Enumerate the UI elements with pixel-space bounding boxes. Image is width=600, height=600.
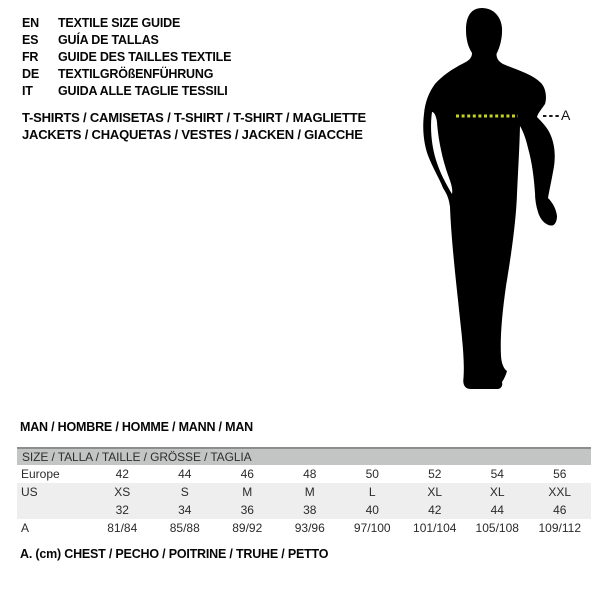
table-cell: 85/88: [169, 521, 200, 535]
size-table: [17, 447, 591, 537]
table-cell: 32: [115, 503, 129, 517]
man-silhouette: [423, 8, 557, 389]
table-row-us: [17, 483, 591, 501]
table-cell: 46: [240, 467, 254, 481]
table-cell: 101/104: [413, 521, 457, 535]
table-cell: L: [368, 485, 376, 499]
garment-categories: [22, 110, 366, 143]
table-cell: XXL: [548, 485, 572, 499]
table-cell: S: [180, 485, 189, 499]
table-cell: 46: [553, 503, 567, 517]
row-label: Europe: [21, 467, 60, 481]
table-cell: 93/96: [294, 521, 325, 535]
language-row: [22, 32, 231, 49]
category-line-tshirts: T-SHIRTS / CAMISETAS / T-SHIRT / T-SHIRT / MAGLIETTE: [22, 110, 366, 125]
table-cell: 89/92: [232, 521, 263, 535]
table-cell: 44: [178, 467, 192, 481]
table-row-us-numeric: [17, 501, 591, 519]
table-cell: XL: [489, 485, 505, 499]
table-cell: M: [242, 485, 253, 499]
table-cell: XS: [114, 485, 131, 499]
row-label: A: [21, 521, 30, 535]
language-title: GUIDA ALLE TAGLIE TESSILI: [58, 83, 228, 98]
table-cell: XL: [427, 485, 443, 499]
measurement-footnote: A. (cm) CHEST / PECHO / POITRINE / TRUHE / PETTO: [20, 547, 329, 561]
table-cell: 44: [490, 503, 504, 517]
language-title: GUIDE DES TAILLES TEXTILE: [58, 49, 232, 64]
category-line-jackets: JACKETS / CHAQUETAS / VESTES / JACKEN / GIACCHE: [22, 126, 363, 142]
language-code: DE: [22, 66, 39, 81]
table-cell: 42: [115, 467, 129, 481]
table-cell: 34: [178, 503, 192, 517]
language-title: GUÍA DE TALLAS: [58, 33, 159, 48]
section-title-man: MAN / HOMBRE / HOMME / MANN / MAN: [20, 420, 253, 434]
language-code: FR: [22, 49, 39, 64]
man-silhouette-figure: [390, 0, 600, 400]
language-list: [22, 15, 231, 99]
table-cell: 38: [303, 503, 317, 517]
language-code: EN: [22, 16, 39, 31]
table-row-chest-cm: [17, 519, 591, 537]
table-cell: 54: [490, 467, 504, 481]
table-cell: 40: [365, 503, 379, 517]
table-cell: 48: [303, 467, 317, 481]
table-header: SIZE / TALLA / TAILLE / GRÖSSE / TAGLIA: [17, 449, 591, 465]
language-code: IT: [22, 83, 33, 98]
table-cell: 50: [365, 467, 379, 481]
language-row: [22, 49, 231, 66]
measurement-a-label: A: [561, 107, 571, 123]
row-label: US: [21, 485, 38, 499]
table-cell: M: [304, 485, 315, 499]
table-cell: 56: [553, 467, 567, 481]
language-row: [22, 15, 231, 32]
language-row: [22, 82, 231, 99]
table-cell: 52: [428, 467, 442, 481]
table-cell: 81/84: [107, 521, 138, 535]
table-cell: 109/112: [538, 521, 581, 535]
table-cell: 105/108: [475, 521, 519, 535]
language-title: TEXTILE SIZE GUIDE: [58, 16, 181, 31]
table-row-europe: [17, 465, 591, 483]
language-code: ES: [22, 33, 39, 48]
language-title: TEXTILGRÖßENFÜHRUNG: [58, 66, 214, 81]
language-row: [22, 65, 231, 82]
table-cell: 97/100: [353, 521, 391, 535]
table-cell: 42: [428, 503, 442, 517]
table-cell: 36: [240, 503, 254, 517]
